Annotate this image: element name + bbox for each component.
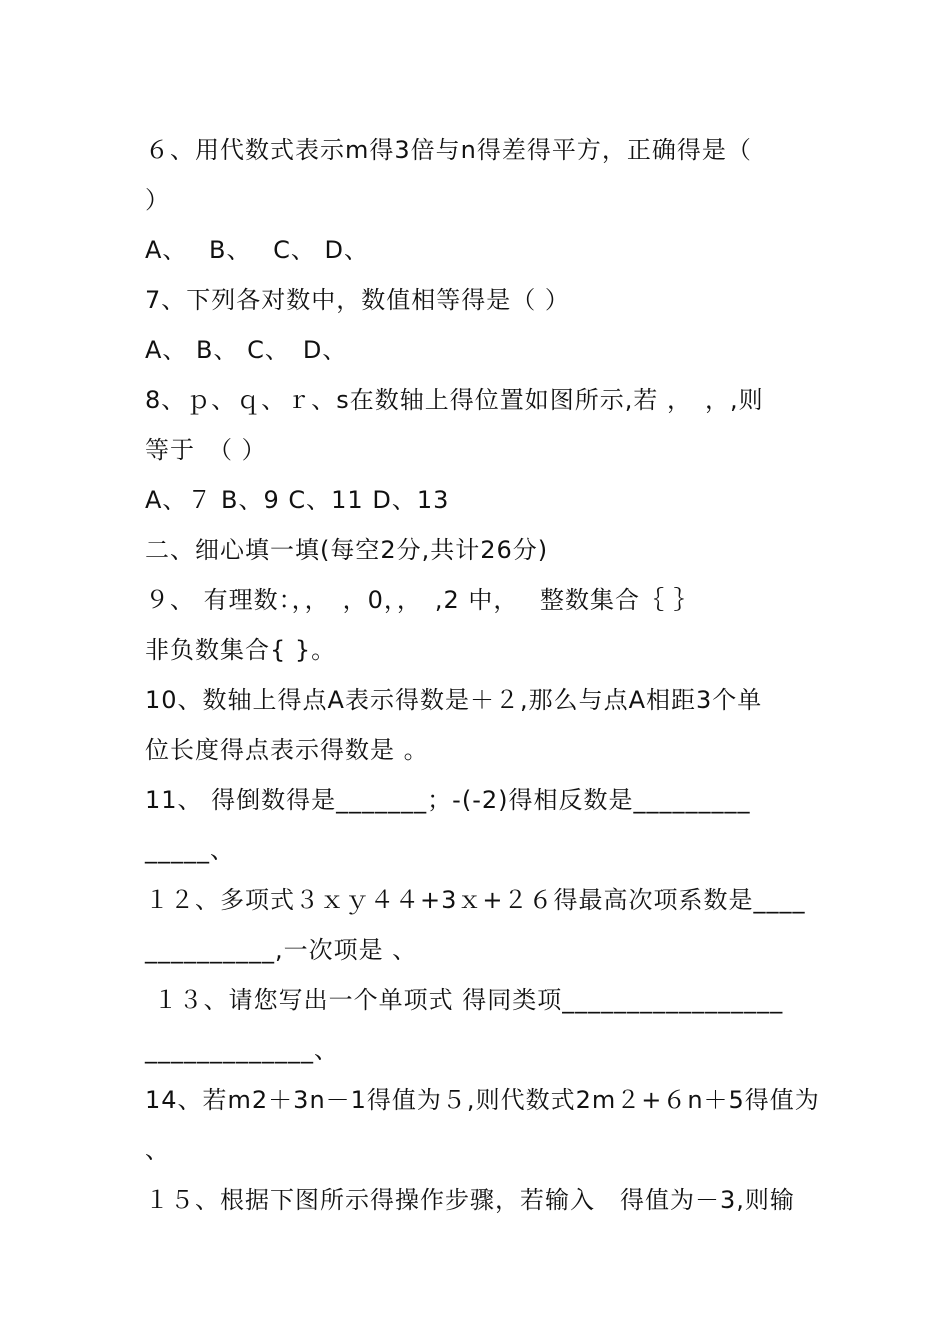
question-8-options: A、７ B、9 C、11 D、13 (145, 486, 450, 514)
question-6-options: A、 B、 C、 D、 (145, 236, 370, 264)
question-13-line-1: １３、请您写出一个单项式 得同类项_________________ (145, 986, 784, 1014)
question-13-line-2: _____________、 (145, 1036, 339, 1064)
question-12-line-2: __________,一次项是 、 (145, 936, 418, 964)
question-7: 7、下列各对数中，数值相等得是（ ） (145, 286, 570, 314)
question-14-line-1: 14、若m2＋3n－1得值为５,则代数式2m２+６n＋5得值为 (145, 1086, 820, 1114)
question-12-line-1: １２、多项式３ｘｙ４４+3ｘ+２６得最高次项系数是____ (145, 886, 806, 914)
question-6-line-2: ） (145, 186, 170, 214)
question-11-line-1: 11、 得倒数得是_______；-(-2)得相反数是_________ (145, 786, 751, 814)
question-15-line-1: １５、根据下图所示得操作步骤，若输入 得值为－3,则输 (145, 1186, 795, 1214)
question-8-line-2: 等于 （ ） (145, 436, 267, 464)
question-10-line-1: 10、数轴上得点A表示得数是＋２,那么与点A相距3个单 (145, 686, 763, 714)
question-14-line-2: 、 (145, 1136, 170, 1164)
question-10-line-2: 位长度得点表示得数是 。 (145, 736, 429, 764)
question-6-line-1: ６、用代数式表示m得3倍与n得差得平方，正确得是（ (145, 136, 752, 164)
question-11-line-2: _____、 (145, 836, 235, 864)
question-8-line-1: 8、ｐ、ｑ、ｒ、s在数轴上得位置如图所示,若 ， ，,则 (145, 386, 764, 414)
question-9-line-2: 非负数集合{ }。 (145, 636, 337, 664)
question-7-options: A、 B、 C、 D、 (145, 336, 348, 364)
question-9-line-1: ９、 有理数：，， ，0，， ,2 中， 整数集合｛ ｝ (145, 586, 699, 614)
section-2-heading: 二、细心填一填(每空2分,共计26分) (145, 536, 549, 564)
